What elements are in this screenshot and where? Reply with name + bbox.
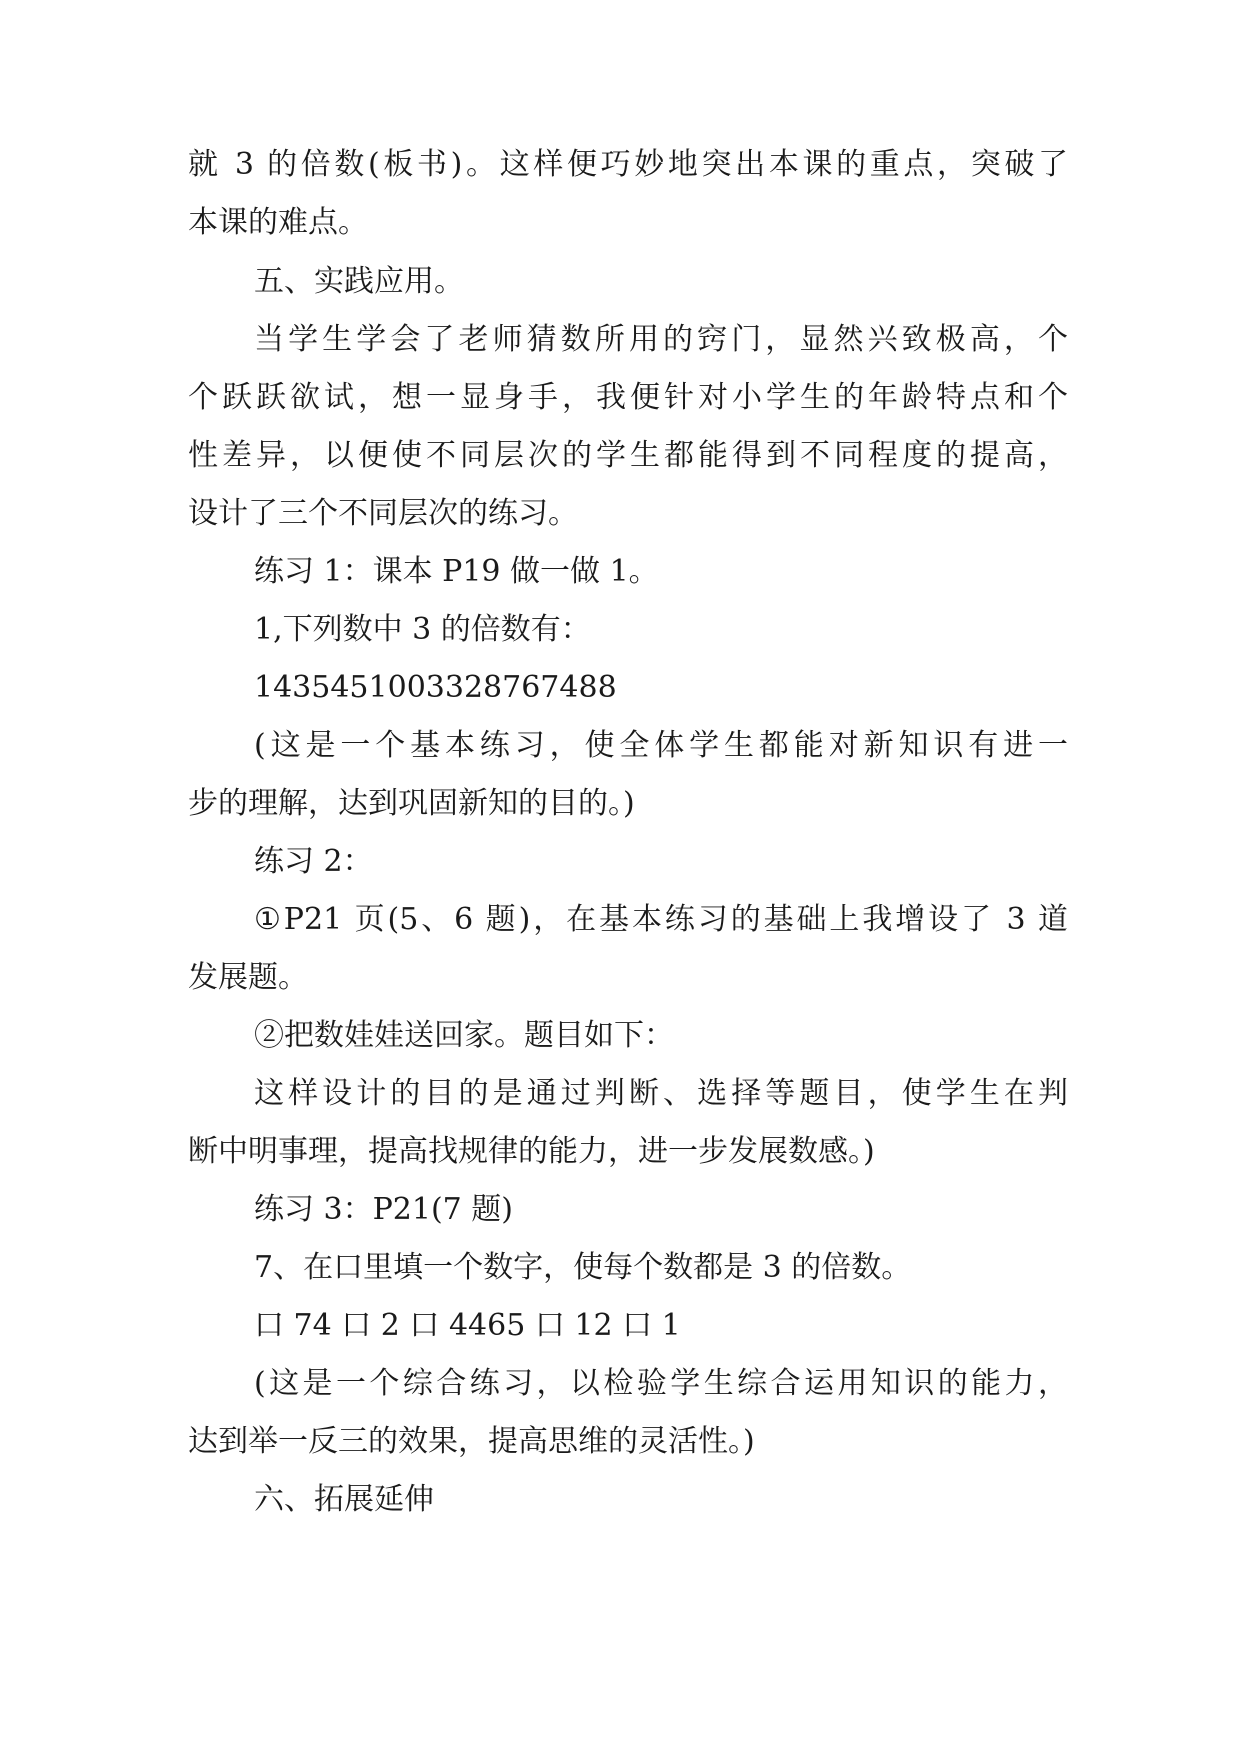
- paragraph-line: 达到举一反三的效果，提高思维的灵活性。): [188, 1424, 755, 1459]
- paragraph-line: 当学生学会了老师猜数所用的窍门，显然兴致极高，个: [254, 322, 1068, 357]
- paragraph-line: 个跃跃欲试，想一显身手，我便针对小学生的年龄特点和个: [188, 380, 1068, 415]
- paragraph-line: 性差异，以便使不同层次的学生都能得到不同程度的提高，: [188, 438, 1068, 473]
- paragraph-line: (这是一个基本练习，使全体学生都能对新知识有进一: [254, 728, 1068, 763]
- number-list: 1435451003328767488: [254, 670, 617, 705]
- paragraph-line: 发展题。: [188, 960, 308, 995]
- paragraph-line: 1,下列数中 3 的倍数有：: [254, 612, 591, 647]
- paragraph-line: ②把数娃娃送回家。题目如下：: [254, 1018, 674, 1053]
- fill-in-blank-row: 口 74 口 2 口 4465 口 12 口 1: [254, 1308, 681, 1343]
- paragraph-line: (这是一个综合练习，以检验学生综合运用知识的能力，: [254, 1366, 1068, 1401]
- exercise-heading: 练习 2：: [254, 844, 373, 879]
- paragraph-line: 步的理解，达到巩固新知的目的。): [188, 786, 635, 821]
- section-heading: 五、实践应用。: [254, 264, 464, 299]
- paragraph-line: 7、在口里填一个数字，使每个数都是 3 的倍数。: [254, 1250, 912, 1285]
- section-heading: 六、拓展延伸: [254, 1482, 434, 1517]
- paragraph-line: 设计了三个不同层次的练习。: [188, 496, 578, 531]
- paragraph-line: 本课的难点。: [188, 205, 368, 240]
- paragraph-line: ①P21 页(5、6 题)，在基本练习的基础上我增设了 3 道: [254, 902, 1068, 937]
- paragraph-line: 断中明事理，提高找规律的能力，进一步发展数感。): [188, 1134, 875, 1169]
- paragraph-line: 就 3 的倍数(板书)。这样便巧妙地突出本课的重点，突破了: [188, 147, 1068, 182]
- exercise-heading: 练习 3：P21(7 题): [254, 1192, 514, 1227]
- exercise-heading: 练习 1：课本 P19 做一做 1。: [254, 554, 659, 589]
- paragraph-line: 这样设计的目的是通过判断、选择等题目，使学生在判: [254, 1076, 1068, 1111]
